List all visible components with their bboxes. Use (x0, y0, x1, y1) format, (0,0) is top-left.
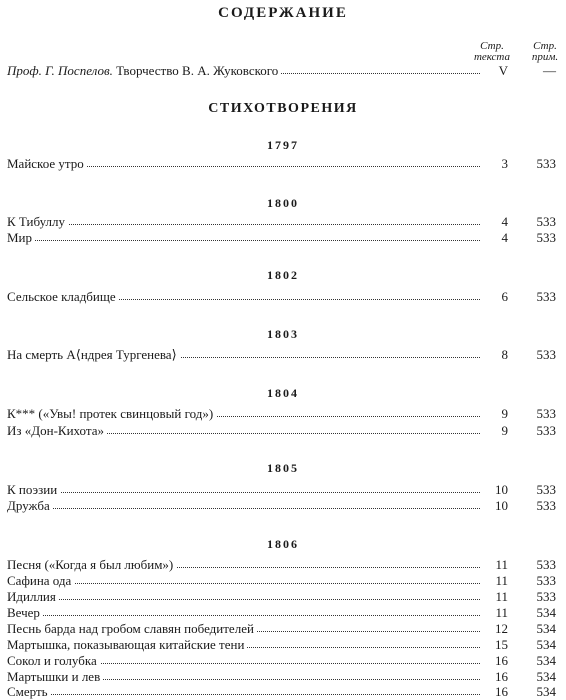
entry-title: К поэзии (7, 482, 60, 498)
notes-page-number: 534 (536, 621, 556, 636)
notes-page-number: — (543, 63, 556, 78)
entry-title: Мартышки и лев (7, 669, 103, 685)
entry-title: Идиллия (7, 589, 59, 605)
year-heading: 1797 (267, 138, 299, 152)
entry-title: Майское утро (7, 156, 87, 172)
notes-page-number: 534 (536, 637, 556, 652)
notes-page-number: 533 (536, 482, 556, 497)
toc-entry[interactable] (7, 669, 556, 685)
dot-leader (7, 224, 480, 225)
page-title: СОДЕРЖАНИЕ (218, 5, 348, 21)
notes-page-number: 534 (536, 669, 556, 684)
toc-entry[interactable] (7, 605, 556, 621)
entry-title: Сельское кладбище (7, 289, 119, 305)
toc-entry[interactable] (7, 557, 556, 573)
year-heading: 1805 (267, 461, 299, 475)
toc-entry[interactable] (7, 653, 556, 669)
dot-leader (7, 694, 480, 695)
text-page-number: 9 (482, 406, 508, 422)
toc-entry[interactable] (7, 482, 556, 498)
text-page-number: 10 (482, 482, 508, 498)
notes-page-number: 533 (536, 557, 556, 572)
year-heading: 1802 (267, 268, 299, 282)
notes-page-number: 533 (536, 214, 556, 229)
intro-title: Творчество В. А. Жуковского (116, 63, 279, 78)
toc-entry[interactable] (7, 156, 556, 172)
entry-title: Песнь барда над гробом славян победителей (7, 621, 257, 637)
notes-page-number: 533 (536, 347, 556, 362)
notes-page-number: 533 (536, 230, 556, 245)
text-page-number: 12 (482, 621, 508, 637)
text-page-number: 11 (482, 589, 508, 605)
year-heading: 1806 (267, 537, 299, 551)
notes-page-number: 534 (536, 605, 556, 620)
text-page-number: 16 (482, 653, 508, 669)
dot-leader (7, 492, 480, 493)
text-page-number: 11 (482, 605, 508, 621)
notes-page-number: 533 (536, 406, 556, 421)
entry-title: К*** («Увы! протек свинцовый год») (7, 406, 216, 422)
text-page-number: 9 (482, 423, 508, 439)
toc-entry[interactable] (7, 289, 556, 305)
text-page-number: 3 (482, 156, 508, 172)
entry-title: Мартышка, показывающая китайские тени (7, 637, 247, 653)
entry-title: К Тибуллу (7, 214, 68, 230)
intro-author: Проф. Г. Поспелов. (7, 63, 113, 78)
dot-leader (7, 599, 480, 600)
entry-title: Дружба (7, 498, 53, 514)
text-page-number: 4 (482, 214, 508, 230)
text-page-number: 10 (482, 498, 508, 514)
text-page-number: 11 (482, 557, 508, 573)
dot-leader (7, 615, 480, 616)
dot-leader (7, 240, 480, 241)
column-header-text-page: Стр. текста (473, 40, 510, 63)
entry-title: Из «Дон-Кихота» (7, 423, 107, 439)
notes-page-number: 533 (536, 289, 556, 304)
text-page-number: 6 (482, 289, 508, 305)
toc-entry[interactable] (7, 637, 556, 653)
notes-page-number: 534 (536, 653, 556, 668)
toc-entry[interactable] (7, 230, 556, 246)
text-page-number: V (482, 63, 508, 79)
entry-title: Сокол и голубка (7, 653, 100, 669)
toc-entry[interactable] (7, 621, 556, 637)
text-page-number: 4 (482, 230, 508, 246)
notes-page-number: 533 (536, 498, 556, 513)
notes-page-number: 533 (536, 573, 556, 588)
dot-leader (7, 583, 480, 584)
toc-entry[interactable] (7, 406, 556, 422)
text-page-number: 11 (482, 573, 508, 589)
entry-title: Смерть (7, 684, 51, 700)
entry-title: Вечер (7, 605, 43, 621)
toc-entry[interactable] (7, 214, 556, 230)
notes-page-number: 534 (536, 684, 556, 699)
entry-title: Песня («Когда я был любим») (7, 557, 176, 573)
toc-entry[interactable] (7, 684, 556, 700)
year-heading: 1803 (267, 327, 299, 341)
entry-title: Сафина ода (7, 573, 74, 589)
year-heading: 1804 (267, 386, 299, 400)
notes-page-number: 533 (536, 589, 556, 604)
section-title: СТИХОТВОРЕНИЯ (208, 101, 358, 116)
intro-entry[interactable] (7, 63, 556, 79)
notes-page-number: 533 (536, 156, 556, 171)
text-page-number: 16 (482, 669, 508, 685)
notes-page-number: 533 (536, 423, 556, 438)
toc-entry[interactable] (7, 423, 556, 439)
toc-entry[interactable] (7, 347, 556, 363)
toc-entry[interactable] (7, 589, 556, 605)
dot-leader (7, 508, 480, 509)
column-header-notes-page: Стр. прим. (531, 40, 559, 63)
text-page-number: 15 (482, 637, 508, 653)
text-page-number: 16 (482, 684, 508, 700)
entry-title: Мир (7, 230, 35, 246)
text-page-number: 8 (482, 347, 508, 363)
toc-entry[interactable] (7, 498, 556, 514)
entry-title: На смерть А⟨ндрея Тургенева⟩ (7, 347, 180, 363)
year-heading: 1800 (267, 196, 299, 210)
toc-entry[interactable] (7, 573, 556, 589)
